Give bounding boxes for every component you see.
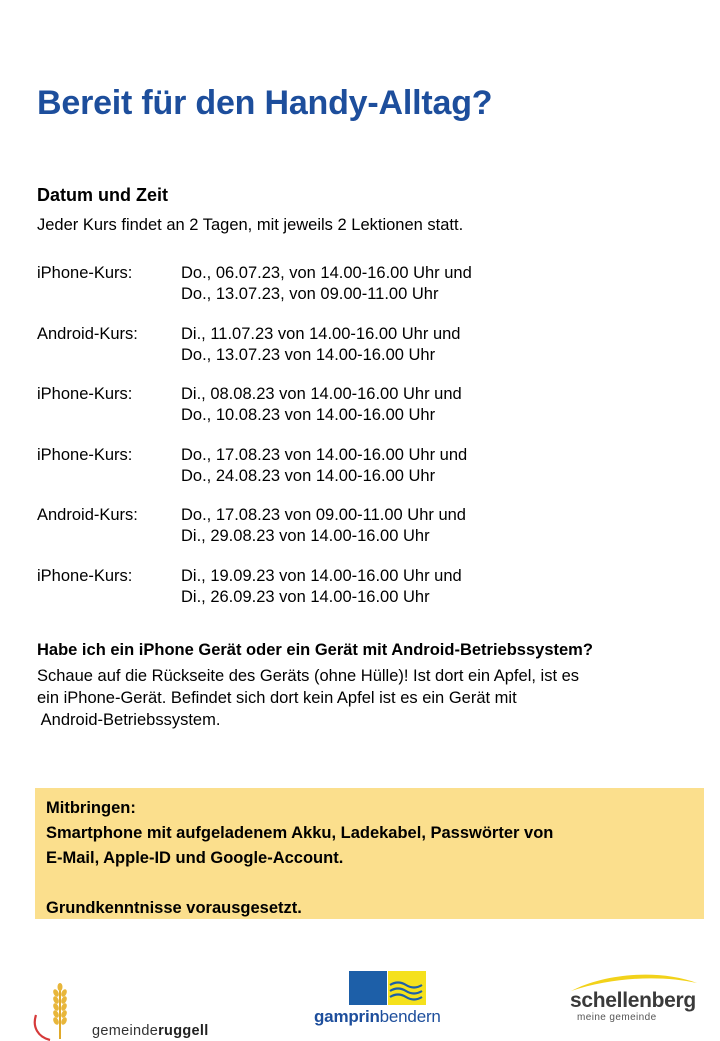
course-item (37, 325, 677, 386)
course-label: Android-Kurs: (37, 506, 138, 524)
logo-schellenberg (565, 969, 705, 1029)
ruggell-wordmark (92, 1023, 209, 1039)
course-item (37, 506, 677, 567)
course-item (37, 567, 677, 628)
course-date-1: Do., 17.08.23 von 14.00-16.00 Uhr und (181, 445, 468, 464)
schellenberg-wordmark: schellenberg (570, 989, 696, 1012)
course-item (37, 385, 677, 446)
course-date-2: Do., 13.07.23 von 14.00-16.00 Uhr (181, 345, 436, 364)
schellenberg-tagline: meine gemeinde (577, 1012, 657, 1023)
course-item (37, 264, 677, 325)
prerequisite-note: Grundkenntnisse vorausgesetzt. (46, 899, 302, 917)
course-label: iPhone-Kurs: (37, 445, 133, 464)
course-date-1: Di., 08.08.23 von 14.00-16.00 Uhr und (181, 385, 462, 403)
answer-line: ein iPhone-Gerät. Befindet sich dort kein Apfel ist es ein Gerät mit (37, 689, 517, 707)
course-date-2: Di., 26.09.23 von 14.00-16.00 Uhr (181, 587, 430, 606)
course-label: iPhone-Kurs: (37, 264, 133, 282)
device-answer (37, 665, 697, 731)
course-label: iPhone-Kurs: (37, 566, 133, 585)
answer-line: Android-Betriebssystem. (37, 711, 221, 729)
course-date-1: Di., 19.09.23 von 14.00-16.00 Uhr und (181, 566, 462, 585)
course-item (37, 446, 677, 507)
answer-line: Schaue auf die Rückseite des Geräts (ohne Hülle)! Ist dort ein Apfel, ist es (37, 667, 580, 685)
bring-heading: Mitbringen: (46, 799, 136, 817)
course-date-1: Do., 17.08.23 von 09.00-11.00 Uhr und (181, 506, 466, 524)
gamprin-part2: bendern (379, 1007, 441, 1026)
gamprin-part1: gamprin (314, 1007, 380, 1026)
course-label: iPhone-Kurs: (37, 385, 133, 403)
bring-line: Smartphone mit aufgeladenem Akku, Ladekabel, Passwörter von (46, 824, 554, 842)
intro-text: Jeder Kurs findet an 2 Tagen, mit jeweils 2 Lektionen statt. (37, 216, 464, 234)
course-date-1: Do., 06.07.23, von 14.00-16.00 Uhr und (181, 264, 472, 282)
page-title: Bereit für den Handy-Alltag? (37, 84, 493, 122)
logo-gamprin-bendern (312, 971, 462, 1037)
section-heading-date-time: Datum und Zeit (37, 185, 168, 205)
course-date-2: Do., 24.08.23 von 14.00-16.00 Uhr (181, 466, 436, 485)
gamprin-wordmark (314, 1007, 441, 1027)
ruggell-prefix: gemeinde (92, 1023, 159, 1039)
course-date-1: Di., 11.07.23 von 14.00-16.00 Uhr und (181, 324, 461, 343)
course-list (37, 264, 677, 627)
course-date-2: Do., 10.08.23 von 14.00-16.00 Uhr (181, 406, 436, 424)
ruggell-name: ruggell (158, 1023, 209, 1039)
course-date-2: Do., 13.07.23, von 09.00-11.00 Uhr (181, 285, 439, 303)
bring-along-box (35, 788, 704, 919)
gamprin-squares-icon (312, 971, 462, 1007)
course-label: Android-Kurs: (37, 324, 138, 343)
spacer (46, 871, 693, 896)
logo-gemeinde-ruggell (30, 981, 240, 1041)
wheat-icon (30, 981, 90, 1041)
footer-logos (0, 965, 720, 1040)
device-question: Habe ich ein iPhone Gerät oder ein Gerät mit Android-Betriebssystem? (37, 641, 593, 659)
course-date-2: Di., 29.08.23 von 14.00-16.00 Uhr (181, 527, 430, 545)
bring-line: E-Mail, Apple-ID und Google-Account. (46, 849, 344, 867)
